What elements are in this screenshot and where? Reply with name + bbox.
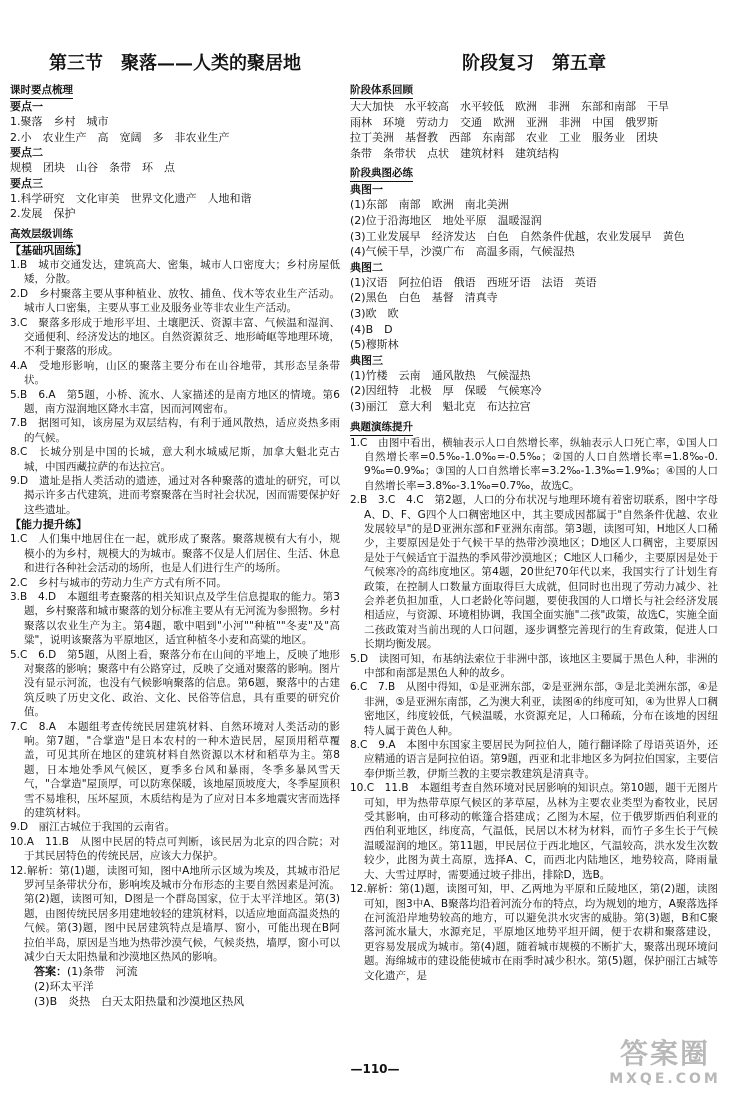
typical2-line: (4)B D (350, 322, 393, 336)
basic-item: 1.B 城市交通发达，建筑高大、密集，城市人口密度大；乡村房屋低矮，分散。 (10, 258, 340, 286)
advanced-item: 5.C 6.D 第5题，从图上看，聚落分布在山间的平地上，反映了地形对聚落的影响；聚落中有公路穿过，反映了交通对聚落的影响。图片没有显示河流，也没有气候影响聚落的信息。第6题，聚落中的古建筑反映了历史文化、政治、文化、民俗等信息，具有重要的研究价值。 (10, 648, 340, 719)
system-heading: 阶段体系回顾 (350, 83, 413, 99)
advanced-item: 9.D 丽江古城位于我国的云南省。 (10, 821, 176, 834)
typical2-heading: 典图二 (350, 260, 383, 274)
basic-item: 5.B 6.A 第5题，小桥、流水、人家描述的是南方地区的情境。第6题，南方湿润地区降水丰富，因而河网密布。 (10, 388, 340, 416)
typical3-line: (2)因纽特 北极 厚 保暖 气候寒冷 (350, 384, 542, 398)
answer-line (10, 964, 340, 979)
exam-item: 8.C 9.A 本图中东国家主要居民为阿拉伯人，随行翻译除了母语英语外，还应精通的语言是阿拉伯语。第9题，西亚和北非地区多为阿拉伯国家，主要信奉伊斯兰教，伊斯兰教的主要宗教建筑是清真寺。 (350, 739, 718, 780)
chapter-review-title: 阶段复习 第五章 (462, 53, 606, 74)
advanced-item: 7.C 8.A 本题组考查传统民居建筑材料、自然环境对人类活动的影响。第7题，"合掌造"是日本农村的一种木造民居，屋顶用稻草覆盖，可见其所在地区的建筑材料自然资源以木材和稻草为主。第8题，日本地处季风气候区，夏季多台风和暴雨，冬季多暴风雪天气，"合掌造"屋顶厚，可以防寒保暖，该地屋顶坡度大，冬季屋顶积雪不易堆积，压坏屋顶，木质结构是为了应对日本多地震灾害而选择的建筑材料。 (10, 720, 340, 819)
system-line: 雨林 环境 劳动力 交通 欧洲 亚洲 非洲 中国 俄罗斯 (350, 115, 658, 129)
system-line: 拉丁美洲 基督教 西部 东南部 农业 工业 服务业 团块 (350, 131, 658, 145)
answer-label: 答案： (34, 965, 67, 979)
answer-line: (2)环太平洋 (34, 980, 94, 994)
typical3-line: (3)丽江 意大利 魁北克 布达拉宫 (350, 399, 531, 413)
point3-heading: 要点三 (10, 176, 43, 190)
advanced-heading: 【能力提升练】 (10, 518, 87, 532)
watermark-logo (590, 1038, 740, 1094)
point1-line: 1.聚落 乡村 城市 (10, 115, 109, 128)
point3-line: 2.发展 保护 (10, 207, 76, 221)
exam-item: 6.C 7.B 从图中得知，①是亚洲东部，②是亚洲东部，③是北美洲东部，④是非洲，⑤是亚洲东南部，乙为澳大利亚，读图④的纬度可知，④为世界人口稠密地区，纬度较低，气候温暖，水资源充足，人口稀疏，分布在该地的因纽特人属于黄色人种。 (350, 681, 718, 737)
left-column (10, 78, 340, 1009)
system-line: 条带 条带状 点状 建筑材料 建筑结构 (350, 146, 559, 160)
basic-item: 8.C 长城分别是中国的长城，意大利水城威尼斯，加拿大魁北克古城，中国西藏拉萨的布达拉宫。 (10, 446, 340, 473)
review-heading: 课时要点梳理 (10, 83, 73, 99)
typical1-line: (4)气候干旱，沙漠广布 高温多雨，气候湿热 (350, 245, 575, 259)
answer-text: (1)条带 河流 (67, 965, 138, 979)
basic-item: 7.B 据图可知，该房屋为双层结构，有利于通风散热，适应炎热多雨的气候。 (10, 417, 340, 444)
typical1-line: (1)东部 南部 欧洲 南北美洲 (350, 198, 509, 212)
advanced-item: 3.B 4.D 本题组考查聚落的相关知识点及学生信息提取的能力。第3题，乡村聚落和城市聚落的划分标准主要从有无河流为参照物。乡村聚落以农业生产为主。第4题，歌中唱到"小河""种植""冬麦"及"高粱"，说明该聚落为平原地区，适宜种植冬小麦和高粱的地区。 (10, 590, 340, 647)
basic-heading: 【基础巩固练】 (10, 243, 87, 257)
typical1-line: (2)位于沿海地区 地处平原 温暖湿润 (350, 213, 542, 227)
exam-item: 12.解析：第(1)题，读图可知，甲、乙两地为平原和丘陵地区，第(2)题，读图可知，图3中A、B聚落均沿着河流分布的特点，均为规划的地方，A聚落选择在河流沿岸地势较高的地方，可以避免洪水灾害的威胁。第(3)题，B和C聚落河流水量大，水源充足，平原地区地势平坦开阔，便于农耕和聚落建设，更容易发展成为城市。第(4)题，随着城市规模的不断扩大，聚落出现环境问题。海绵城市的建设能使城市在雨季时减少积水。第(5)题，保护丽江古城等文化遗产，是 (350, 883, 718, 982)
basic-item: 9.D 遗址是指人类活动的遗迹，通过对各种聚落的遗址的研究，可以揭示许多古代建筑，进而考察聚落在当时社会状况，因而需要保护好这些遗址。 (10, 475, 340, 516)
point2-heading: 要点二 (10, 146, 43, 160)
exam-item: 10.C 11.B 本题组考查自然环境对民居影响的知识点。第10题，题干无图片可知，甲为热带草原气候区的茅草屋，丛林为主要农业类型为畜牧业，民居受其影响，由可移动的帐篷合搭建成；乙图为木屋，位于俄罗斯西伯利亚的西伯利亚地区，纬度高，气温低，民居以木材为材料，而竹子多生长于气候温暖湿润的地区。第11题，甲民居位于西北地区，气温较高，洪水发生次数较少，此图为黄土高原，选择A、C，而西北内陆地区，地势较高，降雨量大、大雪过厚时，需要通过坡子排出，排除D，选B。 (350, 782, 718, 881)
training-heading: 高效层级训练 (10, 227, 73, 243)
typical2-line: (1)汉语 阿拉伯语 俄语 西班牙语 法语 英语 (350, 275, 597, 289)
advanced-item: 10.A 11.B 从图中民居的特点可判断，该民居为北京的四合院；对于其民居特色的传统民居，应该大力保护。 (10, 835, 340, 863)
basic-item: 2.D 乡村聚落主要从事种植业、放牧、捕鱼、伐木等农业生产活动。城市人口密集，主要从事工业及服务业等非农业生产活动。 (10, 287, 340, 315)
typical-heading: 阶段典图必练 (350, 166, 413, 182)
advanced-item: 1.C 人们集中地居住在一起，就形成了聚落。聚落规模有大有小，规模小的为乡村，规模大的为城市。聚落不仅是人们居住、生活、休息和进行各种社会活动的场所，也是人们进行生产的场所。 (10, 533, 340, 575)
typical2-line: (3)欧 欧 (350, 306, 399, 320)
typical3-heading: 典图三 (350, 353, 383, 367)
watermark-url: MXQE.COM (609, 1071, 721, 1087)
point3-line: 1.科学研究 文化审美 世界文化遗产 人地和谐 (10, 191, 252, 205)
point1-line: 2.小 农业生产 高 宽阔 多 非农业生产 (10, 130, 230, 144)
typical2-line: (2)黑色 白色 基督 清真寺 (350, 291, 498, 305)
typical3-line: (1)竹楼 云南 通风散热 气候湿热 (350, 368, 531, 382)
exam-item: 5.D 读图可知，布基纳法索位于非洲中部，该地区主要属于黑色人种，非洲的中部和南部是黑色人种的故乡。 (350, 652, 718, 679)
point1-heading: 要点一 (10, 100, 43, 113)
exam-item: 1.C 由图中看出，横轴表示人口自然增长率，纵轴表示人口死亡率，①国人口自然增长率=0.5‰-1.0‰=-0.5‰；②国的人口自然增长率=1.8‰-0.9‰=0.9‰；③国的人口自然增长率=3.2‰-1.3‰=1.9‰；④国的人口自然增长率=3.8‰-3.1‰=0.7‰，故选C。 (350, 436, 718, 492)
typical1-line: (3)工业发展早 经济发达 白色 自然条件优越，农业发展早 黄色 (350, 229, 685, 243)
right-column (350, 78, 718, 983)
section-title: 第三节 聚落——人类的聚居地 (49, 53, 301, 74)
exam-item: 2.B 3.C 4.C 第2题，人口的分布状况与地理环境有着密切联系，图中字母A、D、F、G四个人口稠密地区中，其主要成因都属于"自然条件优越、农业发展较早"的是D亚洲东部和F亚洲东南部。第3题，读图可知，H地区人口稀少，主要原因是处于气候干旱的热带沙漠地区；D地区人口稠密，主要原因是处于气候适宜于温热的季风带沙漠地区；C地区人口稀少，主要原因是处于气候寒冷的高纬度地区。第4题，20世纪70年代以来，我国实行了计划生育政策，在控制人口数量方面取得巨大成就，但同时也出现了劳动力减少、社会养老负担加重，人口老龄化等问题，要使我国的人口增长与社会经济发展相适应，与资源、环境相协调，我国全面实施"二孩"政策，故选C，实施全面二孩政策对当前出现的人口问题，逐步调整完善现行的生育政策，促进人口长期均衡发展。 (350, 494, 718, 651)
exam-heading: 典题演练提升 (350, 420, 413, 436)
page-number: —110— (350, 1062, 400, 1076)
advanced-item: 12.解析：第(1)题，读图可知，图中A地所示区域为埃及，其城市沿尼罗河呈条带状分布，影响埃及城市分布形态的主要自然因素是河流。第(2)题，读图可知，D图是一个群岛国家，位于太平洋地区。第(3)题，由图传统民居多用建地较轻的建筑材料，以适应地面高温炎热的气候。第(3)题，图中民居建筑特点是墙厚、窗小，可能出现在B阿拉伯半岛，原因是当地为热带沙漠气候，气候炎热，墙厚，窗小可以减少白天太阳热量和沙漠地区热风的影响。 (10, 864, 340, 964)
typical1-heading: 典图一 (350, 183, 383, 197)
basic-item: 4.A 受地形影响，山区的聚落主要分布在山谷地带，其形态呈条带状。 (10, 359, 340, 387)
answer-line: (3)B 炎热 白天太阳热量和沙漠地区热风 (34, 995, 245, 1009)
watermark-text: 答案圈 (619, 1037, 710, 1070)
system-line: 大大加快 水平较高 水平较低 欧洲 非洲 东部和南部 干旱 (350, 100, 669, 113)
advanced-item: 2.C 乡村与城市的劳动力生产方式有所不同。 (10, 576, 227, 589)
basic-item: 3.C 聚落多形成于地形平坦、土壤肥沃、资源丰富、气候温和湿润、交通便利、经济发达的地区。自然资源贫乏、地形崎岖等地理环境，不利于聚落的形成。 (10, 316, 340, 358)
typical2-line: (5)穆斯林 (350, 338, 399, 352)
point2-line: 规模 团块 山谷 条带 环 点 (10, 161, 175, 175)
